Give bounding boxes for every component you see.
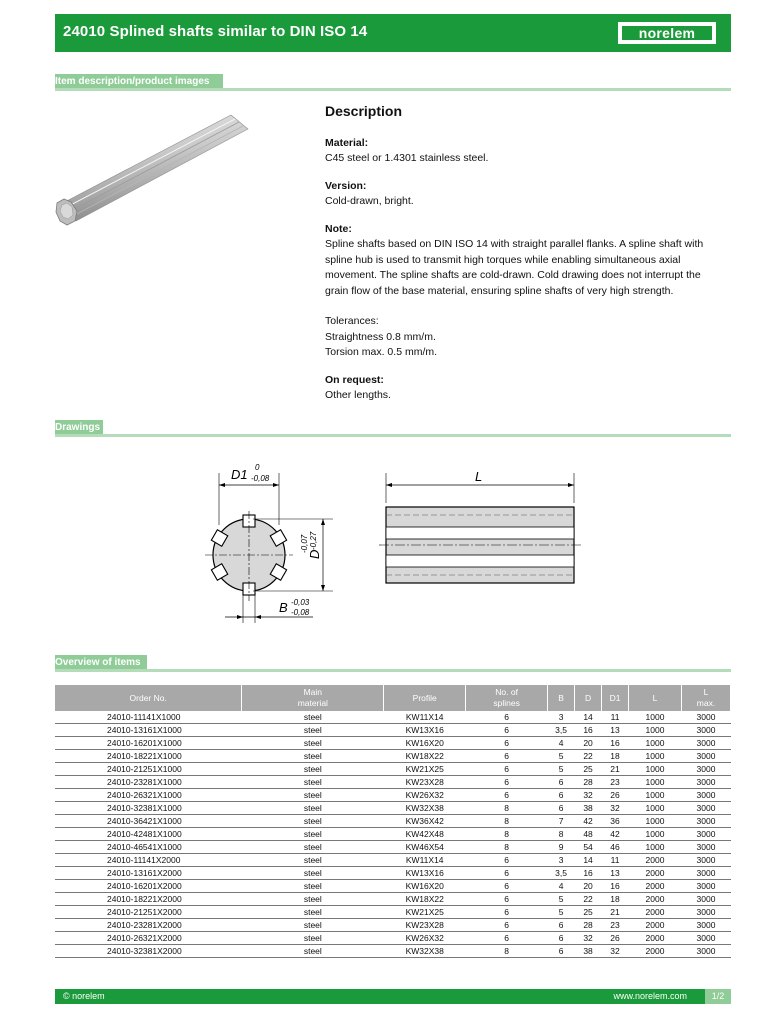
tolerances-line: Straightness 0.8 mm/m. [325,330,436,343]
table-header-cell [629,685,682,711]
table-cell: 42 [602,828,629,841]
table-cell: KW36X42 [384,815,466,828]
table-cell: 8 [466,841,548,854]
d-tol: -0,07 [300,534,309,553]
on-request-text: Other lengths. [325,389,391,401]
version-label: Version: [325,179,367,192]
table-cell: 11 [602,854,629,867]
table-cell: 32 [575,789,602,802]
table-cell: KW13X16 [384,867,466,880]
table-cell: steel [242,737,384,750]
table-row [55,945,731,958]
table-cell: 6 [548,789,575,802]
table-cell: 6 [466,867,548,880]
table-row [55,906,731,919]
table-cell: 24010-18221X2000 [55,893,242,906]
table-cell: 3000 [681,893,730,906]
d-tol2: -0,27 [309,531,318,550]
table-cell: 24010-46541X1000 [55,841,242,854]
table-cell: KW16X20 [384,880,466,893]
table-row [55,893,731,906]
table-cell: steel [242,945,384,958]
table-cell: 3000 [681,776,730,789]
table-cell: KW11X14 [384,854,466,867]
table-cell: 3000 [681,711,730,724]
table-header-text: No. of [495,687,518,697]
table-cell: steel [242,932,384,945]
table-cell: steel [242,919,384,932]
table-cell: 8 [466,828,548,841]
table-cell: 3000 [681,841,730,854]
note-line: spline hub is used to transmit high torques while enabling simultaneous axial [325,253,681,266]
section-rule [55,88,731,91]
table-cell: 26 [602,932,629,945]
table-cell: 6 [466,919,548,932]
table-cell: 24010-13161X2000 [55,867,242,880]
table-cell: 6 [466,880,548,893]
table-cell: 24010-42481X1000 [55,828,242,841]
table-cell: 8 [466,815,548,828]
table-header-text: splines [493,698,520,708]
table-header-text: L [652,692,658,703]
table-cell: steel [242,750,384,763]
table-cell: 6 [466,724,548,737]
table-cell: steel [242,854,384,867]
table-header-text: material [297,698,328,708]
table-cell: 1000 [629,802,682,815]
table-cell: 2000 [629,854,682,867]
b-tol-upper: -0,03 [291,598,310,607]
table-cell: 21 [602,906,629,919]
table-cell: 1000 [629,737,682,750]
table-row [55,815,731,828]
table-cell: KW46X54 [384,841,466,854]
table-cell: 28 [575,776,602,789]
table-row [55,750,731,763]
material-text: C45 steel or 1.4301 stainless steel. [325,152,489,164]
note-line: grain flow of the base material, ensuring spline shafts of very high strength. [325,284,674,297]
table-header-text: Profile [412,692,437,703]
table-cell: 3 [548,854,575,867]
table-cell: steel [242,828,384,841]
table-cell: 6 [466,763,548,776]
table-cell: 14 [575,854,602,867]
table-cell: 6 [548,802,575,815]
norelem-logo [618,22,716,44]
table-cell: 1000 [629,815,682,828]
table-cell: steel [242,789,384,802]
table-cell: 8 [466,802,548,815]
table-cell: 20 [575,737,602,750]
table-row [55,802,731,815]
table-cell: 6 [466,711,548,724]
table-cell: 3000 [681,724,730,737]
table-cell: KW18X22 [384,750,466,763]
table-cell: 1000 [629,789,682,802]
table-cell: 13 [602,867,629,880]
table-cell: steel [242,802,384,815]
table-cell: 24010-13161X1000 [55,724,242,737]
table-cell: 2000 [629,893,682,906]
table-cell: 25 [575,906,602,919]
table-cell: 24010-26321X2000 [55,932,242,945]
d1-tol-lower: -0,08 [251,474,270,483]
table-cell: 6 [548,776,575,789]
table-header-cell [384,685,466,711]
version-text: Cold-drawn, bright. [325,195,414,207]
table-cell: 24010-32381X2000 [55,945,242,958]
table-cell: KW13X16 [384,724,466,737]
table-cell: 22 [575,893,602,906]
table-header-text: Main [303,687,323,697]
table-cell: steel [242,763,384,776]
d1-tol-upper: 0 [255,463,260,472]
table-row [55,854,731,867]
footer-copyright: © norelem [63,991,105,1001]
note-line: Spline shafts based on DIN ISO 14 with straight parallel flanks. A spline shaft with [325,238,704,250]
table-cell: 24010-16201X1000 [55,737,242,750]
table-cell: 3,5 [548,867,575,880]
table-cell: KW42X48 [384,828,466,841]
table-cell: 38 [575,802,602,815]
table-cell: 6 [466,854,548,867]
footer-url-link[interactable]: www.norelem.com [613,991,687,1001]
table-cell: 48 [575,828,602,841]
table-cell: 24010-23281X2000 [55,919,242,932]
table-cell: 18 [602,893,629,906]
table-cell: 24010-11141X1000 [55,711,242,724]
table-cell: 16 [575,724,602,737]
table-cell: 24010-23281X1000 [55,776,242,789]
table-cell: 2000 [629,919,682,932]
table-cell: KW11X14 [384,711,466,724]
table-cell: 18 [602,750,629,763]
table-cell: 11 [602,711,629,724]
table-cell: steel [242,724,384,737]
table-cell: 3000 [681,932,730,945]
table-cell: 8 [466,945,548,958]
table-row [55,867,731,880]
section-label-drawings: Drawings [55,420,103,435]
table-cell: KW16X20 [384,737,466,750]
table-cell: 3000 [681,867,730,880]
header-bar [55,14,731,52]
table-cell: 3000 [681,880,730,893]
table-row [55,724,731,737]
table-cell: 32 [575,932,602,945]
d1-label: D1 [231,467,248,482]
description-block [325,104,725,404]
table-cell: 24010-36421X1000 [55,815,242,828]
cross-section-view [205,463,333,623]
table-cell: 2000 [629,932,682,945]
table-cell: 1000 [629,750,682,763]
table-cell: 6 [548,932,575,945]
table-header-cell [575,685,602,711]
table-header-text: Order No. [129,692,167,703]
table-cell: 1000 [629,828,682,841]
d-label: D [307,549,322,559]
table-cell: 14 [575,711,602,724]
table-cell: 3000 [681,763,730,776]
table-cell: KW26X32 [384,789,466,802]
table-row [55,828,731,841]
table-cell: 3000 [681,828,730,841]
l-label: L [475,469,483,484]
table-cell: 2000 [629,867,682,880]
table-cell: 32 [602,802,629,815]
section-label-item-description: Item description/product images [55,74,223,89]
table-header-cell [55,685,242,711]
table-cell: 2000 [629,880,682,893]
table-row [55,711,731,724]
table-cell: 3000 [681,906,730,919]
table-cell: steel [242,776,384,789]
table-cell: 24010-26321X1000 [55,789,242,802]
table-cell: 3 [548,711,575,724]
table-cell: 24010-21251X1000 [55,763,242,776]
table-cell: 6 [548,945,575,958]
table-cell: 3000 [681,737,730,750]
section-rule [55,434,731,437]
table-row [55,776,731,789]
table-cell: 8 [548,828,575,841]
table-cell: 6 [466,906,548,919]
material-label: Material: [325,136,369,149]
table-cell: steel [242,711,384,724]
table-cell: 24010-11141X2000 [55,854,242,867]
table-cell: 1000 [629,841,682,854]
table-cell: 6 [466,776,548,789]
table-header-cell [466,685,548,711]
table-cell: 13 [602,724,629,737]
table-cell: KW23X28 [384,919,466,932]
table-cell: KW23X28 [384,776,466,789]
table-cell: 1000 [629,711,682,724]
table-cell: 3,5 [548,724,575,737]
table-row [55,763,731,776]
table-header-text: D [584,692,592,703]
description-heading: Description [325,103,403,119]
table-cell: steel [242,880,384,893]
side-view [379,469,581,583]
table-header-cell [548,685,575,711]
table-cell: steel [242,815,384,828]
table-cell: 5 [548,750,575,763]
table-row [55,737,731,750]
table-header-cell [681,685,730,711]
table-cell: 16 [602,737,629,750]
table-cell: KW26X32 [384,932,466,945]
table-cell: 23 [602,919,629,932]
table-cell: 5 [548,763,575,776]
footer-bar [55,989,731,1004]
table-cell: 3000 [681,815,730,828]
table-cell: 24010-21251X2000 [55,906,242,919]
table-cell: 3000 [681,750,730,763]
b-tol-lower: -0,08 [291,608,310,617]
table-cell: 20 [575,880,602,893]
table-cell: 1000 [629,763,682,776]
table-cell: 3000 [681,945,730,958]
table-header-text: max. [696,698,716,708]
table-cell: 5 [548,893,575,906]
section-rule [55,669,731,672]
section-label-overview: Overview of items [55,655,147,670]
table-row [55,932,731,945]
table-cell: 7 [548,815,575,828]
logo-text: norelem [622,26,712,40]
table-cell: 3000 [681,919,730,932]
table-header-row [55,685,731,711]
table-cell: KW32X38 [384,945,466,958]
technical-drawing [195,455,585,635]
table-cell: KW18X22 [384,893,466,906]
table-cell: KW21X25 [384,763,466,776]
page-number: 1/2 [705,989,731,1004]
table-header-cell [602,685,629,711]
table-cell: 6 [466,750,548,763]
table-cell: KW21X25 [384,906,466,919]
tolerances-line: Torsion max. 0.5 mm/m. [325,346,438,358]
table-header-cell [242,685,384,711]
table-cell: 16 [602,880,629,893]
table-cell: 54 [575,841,602,854]
table-body [55,711,731,958]
table-row [55,880,731,893]
table-cell: KW32X38 [384,802,466,815]
table-cell: 24010-18221X1000 [55,750,242,763]
table-cell: 26 [602,789,629,802]
table-cell: 46 [602,841,629,854]
table-cell: 6 [466,932,548,945]
table-cell: steel [242,906,384,919]
table-cell: 36 [602,815,629,828]
table-cell: 1000 [629,776,682,789]
table-cell: 3000 [681,789,730,802]
table-cell: steel [242,893,384,906]
page-title: 24010 Splined shafts similar to DIN ISO 14 [63,23,368,40]
table-row [55,789,731,802]
table-cell: 4 [548,737,575,750]
table-cell: 4 [548,880,575,893]
note-label: Note: [325,222,352,235]
table-cell: 16 [575,867,602,880]
product-image-splined-shaft [55,105,275,230]
b-label: B [279,600,288,615]
table-header-text: L [703,687,709,697]
table-cell: 25 [575,763,602,776]
table-cell: 28 [575,919,602,932]
table-cell: 6 [466,893,548,906]
table-cell: steel [242,867,384,880]
tolerances-line: Tolerances: [325,315,379,327]
table-cell: 32 [602,945,629,958]
table-cell: 2000 [629,906,682,919]
table-cell: 3000 [681,854,730,867]
table-cell: 5 [548,906,575,919]
table-cell: 21 [602,763,629,776]
table-cell: 6 [466,789,548,802]
table-cell: 3000 [681,802,730,815]
table-cell: 1000 [629,724,682,737]
table-cell: 24010-32381X1000 [55,802,242,815]
table-row [55,841,731,854]
table-header-text: B [558,692,564,703]
on-request-label: On request: [325,373,384,386]
table-cell: 9 [548,841,575,854]
table-cell: 2000 [629,945,682,958]
table-cell: 38 [575,945,602,958]
table-cell: 22 [575,750,602,763]
table-row [55,919,731,932]
items-table [55,685,731,958]
note-line: movement. The spline shafts are cold-drawn. Cold drawing does not interrupt the [325,269,701,281]
table-header-text: D1 [609,692,621,703]
table-cell: 24010-16201X2000 [55,880,242,893]
table-cell: 6 [466,737,548,750]
table-cell: steel [242,841,384,854]
table-cell: 42 [575,815,602,828]
table-cell: 6 [548,919,575,932]
table-cell: 23 [602,776,629,789]
